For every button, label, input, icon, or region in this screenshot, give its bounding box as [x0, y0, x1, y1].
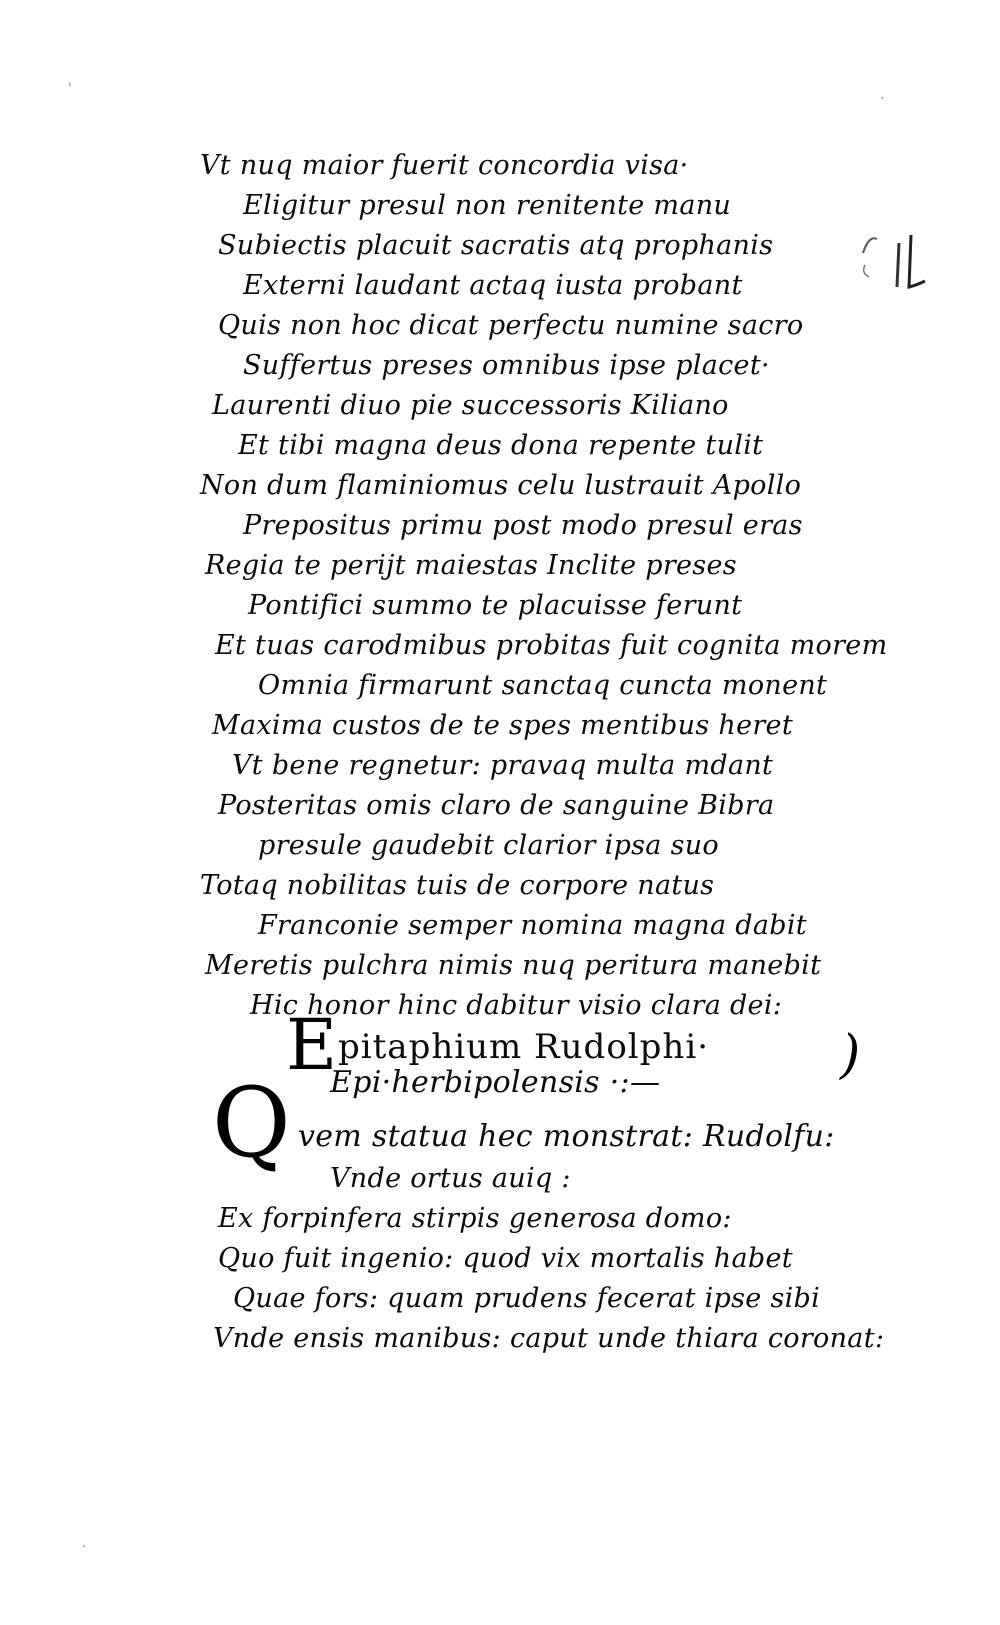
verse-line: Omnia firmarunt sanctaq cuncta monent	[258, 670, 828, 701]
verse-line: Quo fuit ingenio: quod vix mortalis habet	[218, 1243, 793, 1274]
verse-line: Laurenti diuo pie successoris Kiliano	[212, 390, 729, 421]
paper-speck: ·	[880, 91, 885, 107]
paper-speck: '	[68, 81, 72, 97]
verse-line: Subiectis placuit sacratis atq prophanis	[218, 230, 774, 261]
verse-line: Suffertus preses omnibus ipse placet·	[243, 350, 770, 381]
verse-line: Regia te perijt maiestas Inclite preses	[205, 550, 737, 581]
verse-line: Et tuas carodmibus probitas fuit cognita morem	[215, 630, 888, 661]
verse-line: vem statua hec monstrat: Rudolfu:	[298, 1119, 835, 1154]
verse-line: Et tibi magna deus dona repente tulit	[238, 430, 764, 461]
decorated-initial-e: E	[286, 1004, 338, 1086]
verse-line: Pontifici summo te placuisse ferunt	[248, 590, 743, 621]
marginal-bracket: )	[840, 1025, 861, 1085]
verse-line: Maxima custos de te spes mentibus heret	[212, 710, 793, 741]
verse-line: Eligitur presul non renitente manu	[243, 190, 732, 221]
verse-line: Prepositus primu post modo presul eras	[243, 510, 803, 541]
verse-line: Vt nuq maior fuerit concordia visa·	[200, 150, 689, 181]
decorated-initial-q: Q	[212, 1067, 291, 1179]
verse-line: Quae fors: quam prudens fecerat ipse sibi	[233, 1283, 821, 1314]
verse-line: Quis non hoc dicat perfectu numine sacro	[218, 310, 804, 341]
paper-speck: ·	[82, 1539, 87, 1555]
verse-line: Franconie semper nomina magna dabit	[258, 910, 807, 941]
verse-line: Vnde ensis manibus: caput unde thiara coronat:	[213, 1323, 885, 1354]
verse-line: Vt bene regnetur: pravaq multa mdant	[232, 750, 774, 781]
verse-line: Totaq nobilitas tuis de corpore natus	[200, 870, 715, 901]
epitaph-subheading: Epi·herbipolensis ·:—	[330, 1065, 661, 1100]
verse-line: Hic honor hinc dabitur visio clara dei:	[250, 990, 783, 1021]
verse-line: Vnde ortus auiq :	[330, 1163, 571, 1194]
verse-line: Posteritas omis claro de sanguine Bibra	[218, 790, 775, 821]
verse-line: Non dum flaminiomus celu lustrauit Apollo	[200, 470, 802, 501]
verse-line: Externi laudant actaq iusta probant	[243, 270, 743, 301]
verse-line: presule gaudebit clarior ipsa suo	[258, 830, 719, 861]
epitaph-heading: pitaphium Rudolphi·	[338, 1027, 710, 1067]
verse-line: Ex forpinfera stirpis generosa domo:	[218, 1203, 732, 1234]
verse-line: Meretis pulchra nimis nuq peritura manebit	[205, 950, 822, 981]
